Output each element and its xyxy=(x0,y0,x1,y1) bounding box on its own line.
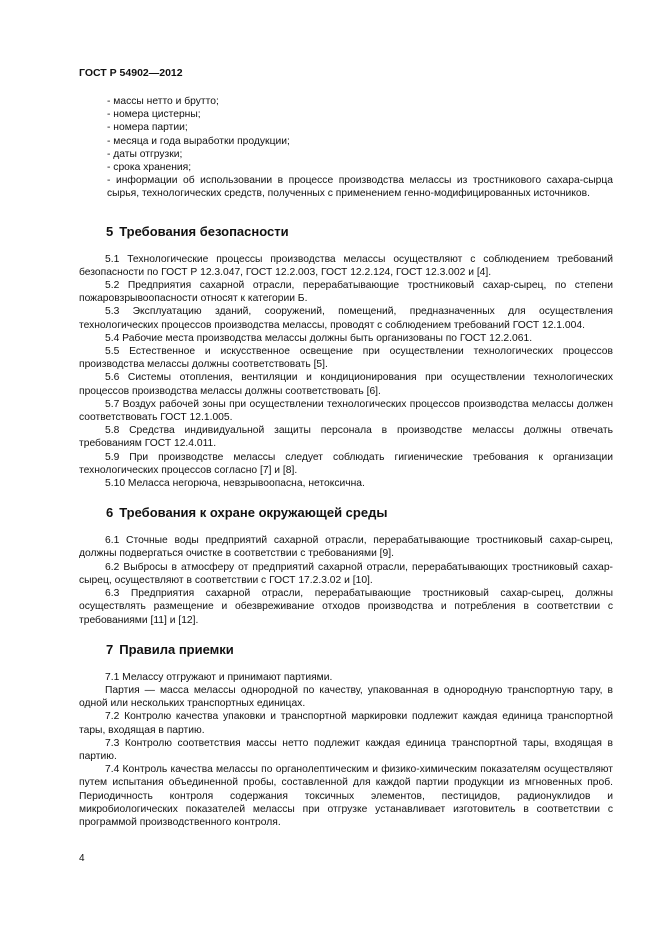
list-item: - даты отгрузки; xyxy=(107,148,183,160)
list-item: - месяца и года выработки продукции; xyxy=(107,135,290,147)
section-5-body xyxy=(79,253,613,491)
document-header: ГОСТ Р 54902—2012 xyxy=(79,67,183,79)
paragraph: 5.6 Системы отопления, вентиляции и кондиционирования при осуществлении технологических процессов производства мелассы должны соответствовать [6]. xyxy=(79,372,613,397)
section-heading-6 xyxy=(106,505,613,521)
paragraph: 6.2 Выбросы в атмосферу от предприятий сахарной отрасли, перерабатывающих тростниковый сахар-сырец, осуществляют в соответствии с ГОСТ 17.2.3.02 и [10]. xyxy=(79,561,613,586)
marking-list xyxy=(79,95,613,201)
section-number: 5 xyxy=(106,223,114,239)
list-item: - информации об использовании в процессе производства мелассы из тростникового сахара-сырца сырья, технологических средств, полученных с применением генно-модифицированных источников. xyxy=(107,175,613,200)
section-7-body xyxy=(79,671,613,829)
section-title: Требования к охране окружающей среды xyxy=(119,505,388,521)
section-number: 7 xyxy=(106,641,114,657)
paragraph: 5.9 При производстве мелассы следует соблюдать гигиенические требования к организации технологических процессов согласно [7] и [8]. xyxy=(79,451,613,476)
section-heading-7 xyxy=(106,642,613,658)
page-number: 4 xyxy=(79,853,85,864)
paragraph: 5.10 Меласса негорюча, невзрывоопасна, нетоксична. xyxy=(105,478,365,490)
list-item: - номера цистерны; xyxy=(107,109,201,121)
section-6-body xyxy=(79,534,613,626)
paragraph: 5.4 Рабочие места производства мелассы должны быть организованы по ГОСТ 12.2.061. xyxy=(105,332,533,344)
paragraph: 5.5 Естественное и искусственное освещение при осуществлении технологических процессов производства мелассы должны соответствовать [5]. xyxy=(79,346,613,371)
section-title: Правила приемки xyxy=(119,641,234,657)
paragraph: 7.1 Мелассу отгружают и принимают партиями. xyxy=(105,671,333,683)
paragraph: 7.3 Контролю соответствия массы нетто подлежит каждая единица транспортной тары, входящая в партию. xyxy=(79,737,613,762)
section-title: Требования безопасности xyxy=(119,223,289,239)
paragraph: 5.7 Воздух рабочей зоны при осуществлении технологических процессов производства мелассы должен соответствовать ГОСТ 12.1.005. xyxy=(79,398,613,424)
document-body xyxy=(79,95,613,829)
list-item: - массы нетто и брутто; xyxy=(107,96,219,107)
list-item: - номера партии; xyxy=(107,122,188,134)
paragraph: 6.1 Сточные воды предприятий сахарной отрасли, перерабатывающие тростниковый сахар-сырец, должны подвергаться очистке в соответствии с требованиями [9]. xyxy=(79,535,613,560)
list-item: - срока хранения; xyxy=(107,162,192,174)
paragraph: 5.8 Средства индивидуальной защиты персонала в производстве мелассы должны отвечать требованиям ГОСТ 12.4.011. xyxy=(79,425,613,450)
paragraph: 7.2 Контролю качества упаковки и транспортной маркировки подлежит каждая единица транспортной тары, входящая в партию. xyxy=(79,711,613,736)
paragraph: 7.4 Контроль качества мелассы по органолептическим и физико-химическим показателям осуществляют путем испытания объединенной пробы, составленной для каждой партии продукции из мгновенных проб. Периодичность контроля содержания токсичных элементов, пестицидов, радионуклидов и микробиологических показателей мелассы при отгрузке устанавливает изготовитель в соответствии с программой производственного контроля. xyxy=(79,764,613,828)
paragraph: 5.1 Технологические процессы производства мелассы осуществляют с соблюдением требований безопасности по ГОСТ Р 12.3.047, ГОСТ 12.2.003, ГОСТ 12.2.124, ГОСТ 12.3.002 и [4]. xyxy=(79,253,613,278)
section-heading-5 xyxy=(106,224,613,240)
paragraph: 5.2 Предприятия сахарной отрасли, перерабатывающие тростниковый сахар-сырец, по степени пожаровзрывоопасности относят к категории Б. xyxy=(79,280,613,305)
paragraph: Партия — масса мелассы однородной по качеству, упакованная в однородную транспортную тару, в одной или нескольких транспортных единицах. xyxy=(79,684,613,710)
paragraph: 6.3 Предприятия сахарной отрасли, перерабатывающие тростниковый сахар-сырец, должны осуществлять размещение и обезвреживание отходов производства и потребления в соответствии с требованиями [11] и [12]. xyxy=(79,588,613,626)
paragraph: 5.3 Эксплуатацию зданий, сооружений, помещений, предназначенных для осуществления технологических процессов производства мелассы, проводят с соблюдением требований ГОСТ 12.1.004. xyxy=(79,306,613,331)
section-number: 6 xyxy=(106,505,114,521)
